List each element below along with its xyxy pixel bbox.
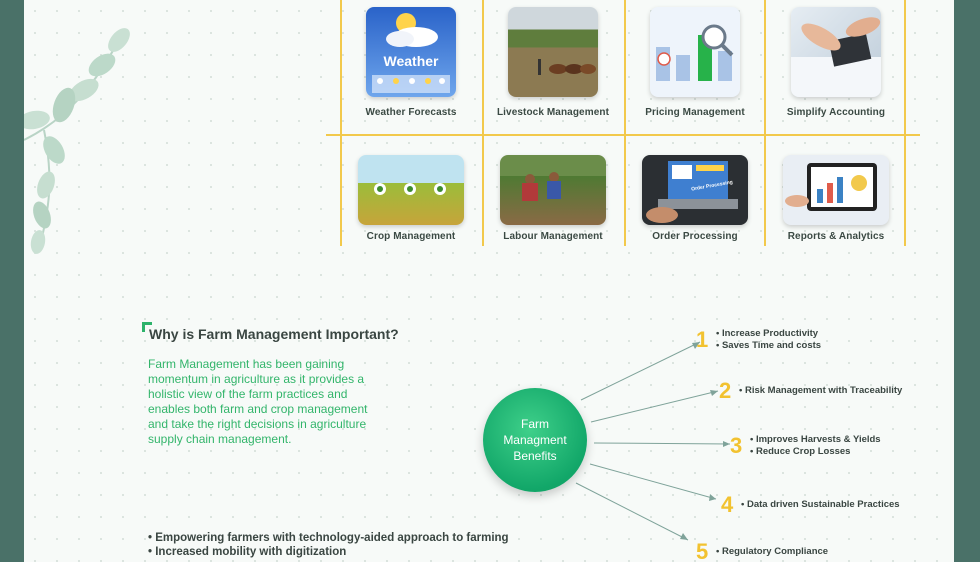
- feature-label: Crop Management: [366, 231, 456, 242]
- connector-line: [576, 483, 688, 540]
- list-item: • Empowering farmers with technology-aided approach to farming: [148, 532, 509, 544]
- feature-label: Order Processing: [652, 231, 738, 242]
- laptop-screen-text: Order Processing: [690, 179, 734, 193]
- connector-line: [591, 391, 718, 422]
- why-description: Farm Management has been gaining momentum in agriculture as it provides a holistic view of the farm practices and enables both farm and crop management and take the right decisions in agriculture supply chain management.: [148, 357, 368, 446]
- benefit-connectors: [24, 0, 954, 562]
- connector-line: [594, 443, 730, 444]
- benefit-item: 4 • Data driven Sustainable Practices: [721, 492, 900, 517]
- why-title: Why is Farm Management Important?: [149, 326, 399, 342]
- feature-label: Weather Forecasts: [365, 107, 457, 118]
- benefit-item: 3 • Improves Harvests & Yields • Reduce Crop Losses: [730, 433, 881, 458]
- page: [24, 0, 954, 562]
- circle-line: Managment: [503, 433, 567, 447]
- connector-line: [590, 464, 716, 499]
- benefit-item: 5 • Regulatory Compliance: [696, 539, 828, 562]
- benefit-item: 2 • Risk Management with Traceability: [719, 378, 903, 403]
- feature-label: Labour Management: [503, 231, 603, 242]
- circle-line: Benefits: [513, 449, 557, 463]
- benefit-number: 5: [696, 539, 709, 562]
- feature-label: Livestock Management: [496, 107, 610, 118]
- connector-line: [581, 342, 700, 400]
- circle-line: Farm: [521, 417, 549, 431]
- benefit-number: 2: [719, 378, 732, 403]
- benefit-number: 4: [721, 492, 734, 517]
- list-item: • Increased mobility with digitization: [148, 546, 347, 558]
- benefit-item: 1 • Increase Productivity • Saves Time and costs: [696, 327, 822, 352]
- benefit-number: 3: [730, 433, 743, 458]
- benefits-circle: [483, 388, 587, 492]
- feature-label: Reports & Analytics: [787, 231, 885, 242]
- feature-label: Simplify Accounting: [786, 107, 886, 118]
- benefit-number: 1: [696, 327, 709, 352]
- feature-label: Pricing Management: [645, 107, 745, 118]
- weather-tile-text: Weather: [383, 53, 439, 69]
